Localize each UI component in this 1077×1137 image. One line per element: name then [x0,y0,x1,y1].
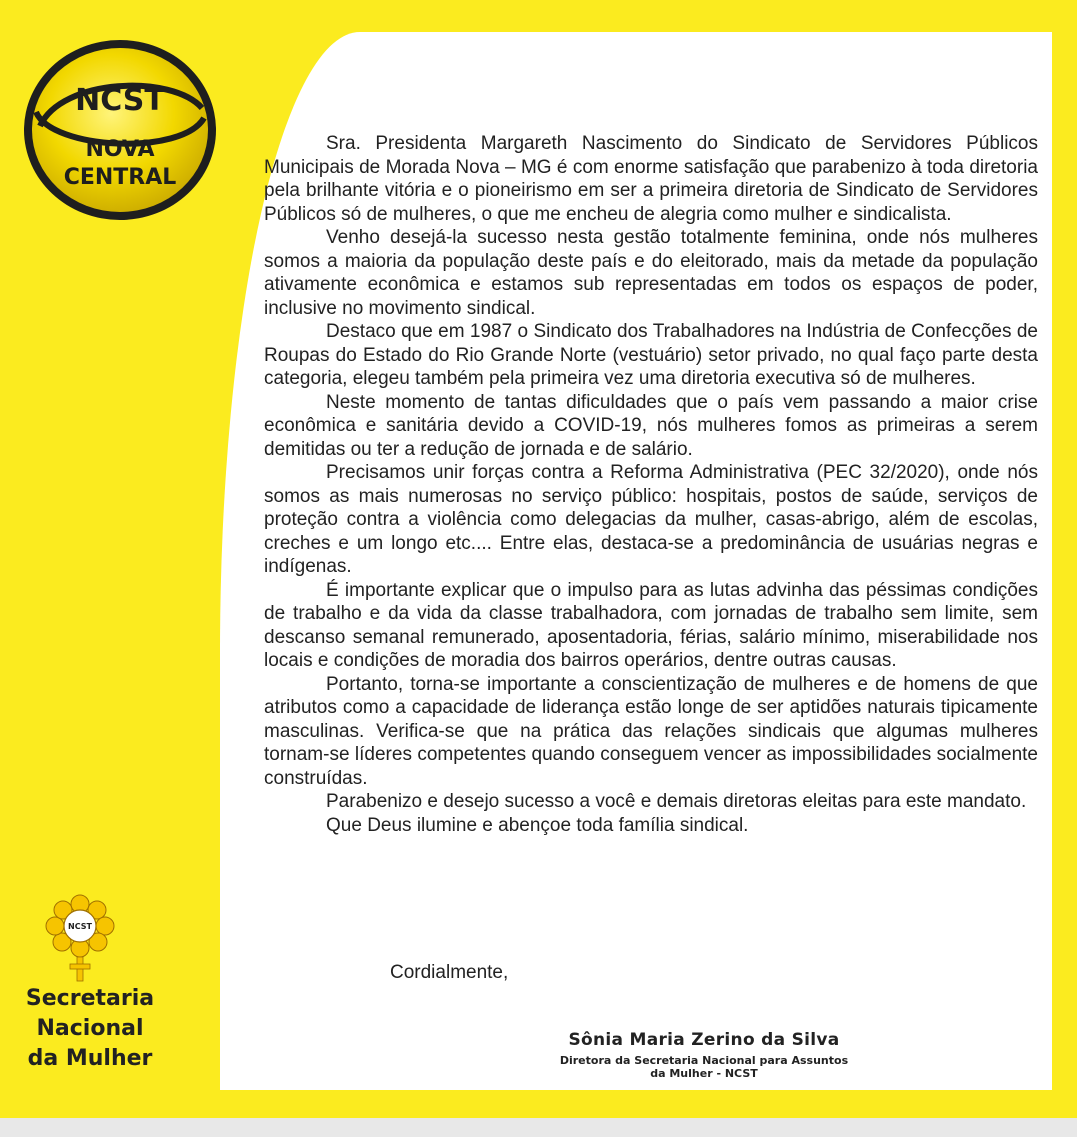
paragraph-7: Portanto, torna-se importante a conscientização de mulheres e de homens de que atributos como a capacidade de liderança estão longe de ser aptidões naturais tipicamente masculinas. Verifica-se que na prática das relações sindicais que algumas mulheres tornam-se líderes competentes quando conseguem vencer as impossibilidades socialmente construídas. [264,673,1038,789]
secretaria-line1: Secretaria [25,986,155,1011]
secretaria-line2: Nacional [36,1016,144,1041]
secretaria-line3: da Mulher [27,1046,153,1071]
paragraph-3: Destaco que em 1987 o Sindicato dos Trabalhadores na Indústria de Confecções de Roupas do Estado do Rio Grande Norte (vestuário) setor privado, no qual faço parte desta categoria, elegeu também pela primeira vez uma diretoria executiva só de mulheres. [264,321,1038,389]
paragraph-5: Precisamos unir forças contra a Reforma Administrativa (PEC 32/2020), onde nós somos as mais numerosas no serviço público: hospitais, postos de saúde, serviços de proteção contra a violência como delegacias da mulher, casas-abrigo, além de escolas, creches e um longo etc.... Entre elas, destaca-se a predominância de usuárias negras e indígenas. [264,462,1038,577]
signature-role-line1: Diretora da Secretaria Nacional para Assuntos [559,1054,849,1067]
letter-body [264,132,1038,837]
paragraph-9: Que Deus ilumine e abençoe toda família sindical. [326,814,749,836]
closing-text: Cordialmente, [390,962,509,983]
flower-ncst-label: NCST [68,922,92,931]
secretaria-title [12,984,168,1074]
logo-nova-text: NOVA [85,137,155,162]
ncst-nova-central-logo [22,38,218,222]
signature-role-line2: da Mulher - NCST [650,1067,758,1080]
signature-name: Sônia Maria Zerino da Silva [568,1030,840,1050]
signature-block [520,1030,888,1080]
logo-ncst-text: NCST [75,83,165,118]
paragraph-1: Sra. Presidenta Margareth Nascimento do Sindicato de Servidores Públicos Municipais de Morada Nova – MG é com enorme satisfação que parabenizo à toda diretoria pela brilhante vitória e o pioneirismo em ser a primeira diretoria de Sindicato de Servidores Públicos só de mulheres, o que me encheu de alegria como mulher e sindicalista. [264,133,1038,225]
paragraph-2: Venho desejá-la sucesso nesta gestão totalmente feminina, onde nós mulheres somos a maioria da população deste país e do eleitorado, mais da metade da população ativamente econômica e estamos sub representadas em todos os espaços de poder, inclusive no movimento sindical. [264,227,1038,319]
paragraph-8: Parabenizo e desejo sucesso a você e demais diretoras eleitas para este mandato. [326,791,1027,812]
bottom-strip [0,1118,1077,1137]
paragraph-4: Neste momento de tantas dificuldades que o país vem passando a maior crise econômica e sanitária devido a COVID-19, nós mulheres fomos as primeiras a serem demitidas ou ter a redução de jornada e de salário. [264,391,1038,460]
flower-female-symbol-icon [42,893,118,987]
paragraph-6: É importante explicar que o impulso para as lutas advinha das péssimas condições de trabalho e da vida da classe trabalhadora, com jornadas de trabalho sem limite, sem descanso semanal remunerado, aposentadoria, férias, salário mínimo, miserabilidade nos locais e condições de moradia dos bairros operários, dentre outras causas. [264,579,1038,671]
logo-central-text: CENTRAL [63,165,177,190]
